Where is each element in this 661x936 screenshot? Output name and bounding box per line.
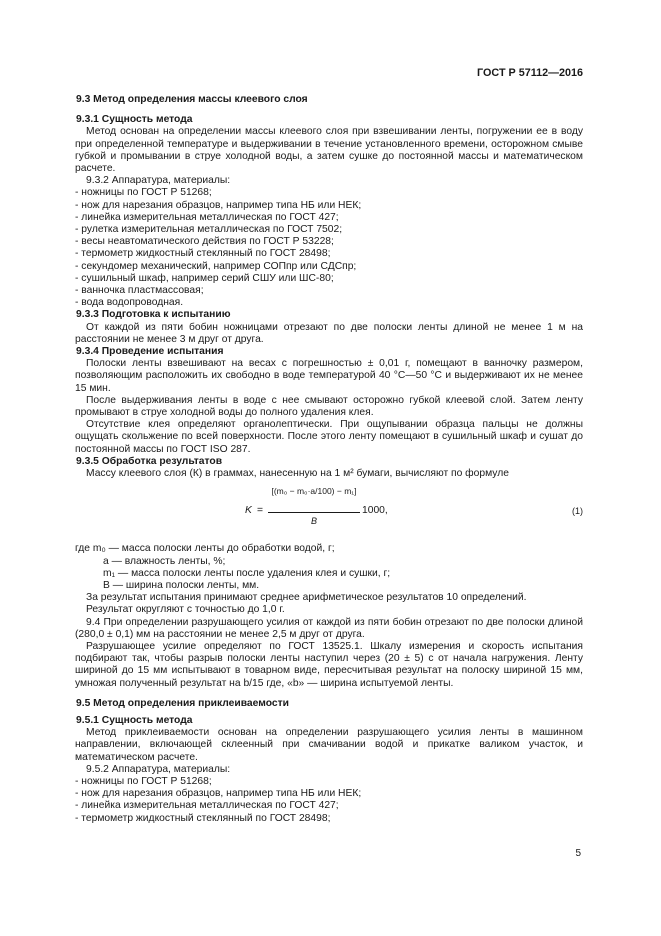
list-item: - линейка измерительная металлическая по ГОСТ 427; [75,211,339,223]
section-9-3-5-text: Массу клеевого слоя (К) в граммах, нанесенную на 1 м² бумаги, вычисляют по формуле [86,468,509,480]
where-line: B — ширина полоски ленты, мм. [103,579,260,591]
section-9-3-4-para-3: Отсутствие клея определяют органолептически. При ощупывании образца пальцы не должны ощущать скольжение по всей поверхности. После этого ленту помещают в сушильный шкаф и сушат до постоянной массы по ГОСТ ISO 287. [75,419,583,455]
section-9-4-para-1: 9.4 При определении разрушающего усилия от каждой из пяти бобин отрезают по две полоски длиной (280,0 ± 0,1) мм на расстоянии не менее 2,5 м друг от друга. [75,616,583,640]
list-item: - ванночка пластмассовая; [75,285,204,297]
list-item: - нож для нарезания образцов, например типа НБ или НЕК; [75,199,362,211]
section-9-5-2-intro: 9.5.2 Аппаратура, материалы: [86,763,231,775]
where-line: a — влажность ленты, %; [103,555,226,567]
section-9-3-5-title: 9.3.5 Обработка результатов [76,455,223,467]
formula-equals: = [257,505,264,517]
apparatus-list-9-3-2 [75,187,583,309]
formula-multiplier: 1000, [362,505,388,517]
section-9-5-1-text: Метод приклеиваемости основан на определении разрушающего усилия ленты в машинном направлении, включающей склеенный при смачивании водой и прикатке валиком участок, и математическом расчете. [75,727,583,763]
where-line: где m₀ — масса полоски ленты до обработки водой, г; [75,543,335,555]
section-9-4-para-2: Разрушающее усилие определяют по ГОСТ 13525.1. Шкалу измерения и скорость испытания подбирают так, чтобы разрыв полоски ленты наступил через (20 ± 5) с от начала нагружения. Ленту шириной до 15 мм испытывают в товарном виде, пересчитывая результат на полоску шириной 15 мм, умножая полученный результат на b/15 где, «b» — ширина испытуемой ленты. [75,640,583,689]
list-item: - сушильный шкаф, например серий СШУ или ШС-80; [75,272,334,284]
list-item: - ножницы по ГОСТ Р 51268; [75,775,212,787]
formula-number: (1) [572,506,583,517]
document-header: ГОСТ Р 57112—2016 [477,67,583,79]
section-9-3-4-title: 9.3.4 Проведение испытания [76,346,224,358]
section-9-3-3-text: От каждой из пяти бобин ножницами отрезают по две полоски ленты длиной не менее 1 м на расстоянии не менее 3 м друг от друга. [75,321,583,345]
apparatus-list-9-5-2 [75,776,583,825]
where-line: m₁ — масса полоски ленты после удаления клея и сушки, г; [103,567,391,579]
formula-numerator: [(m₀ − m₀·a/100) − m₁] [271,486,357,497]
formula-fraction [268,485,360,531]
where-definitions [75,543,583,592]
section-9-3-4-para-2: После выдерживания ленты в воде с нее смывают осторожно губкой клеевой слой. Затем ленту промывают в струе холодной воды до полного удаления клея. [75,394,583,419]
formula-denominator: B [310,516,317,527]
result-text-2: Результат округляют с точностью до 1,0 г. [86,604,285,616]
section-9-3-2-intro: 9.3.2 Аппаратура, материалы: [86,175,231,187]
list-item: - ножницы по ГОСТ Р 51268; [75,187,212,199]
section-9-3-3-title: 9.3.3 Подготовка к испытанию [76,309,231,321]
formula-1 [75,485,583,537]
list-item: - рулетка измерительная металлическая по ГОСТ 7502; [75,224,343,236]
result-text-1: За результат испытания принимают среднее арифметическое результатов 10 определений. [86,592,527,604]
list-item: - нож для нарезания образцов, например типа НБ или НЕК; [75,788,362,800]
list-item: - вода водопроводная. [75,297,184,309]
section-9-5-title: 9.5 Метод определения приклеиваемости [76,697,289,709]
formula-lhs: K [245,505,252,517]
list-item: - весы неавтоматического действия по ГОСТ Р 53228; [75,236,334,248]
list-item: - термометр жидкостный стеклянный по ГОСТ 28498; [75,248,331,260]
fraction-line [268,512,360,513]
section-9-3-1-title: 9.3.1 Сущность метода [76,114,193,126]
page-content [75,94,583,825]
section-9-3-4-para-1: Полоски ленты взвешивают на весах с погрешностью ± 0,01 г, помещают в ванночку размером, позволяющим расположить их свободно в воде температурой 40 °С—50 °С и выдерживают их не менее 15 мин. [75,358,583,394]
page-number: 5 [575,848,581,859]
list-item: - секундомер механический, например СОПпр или СДСпр; [75,260,357,272]
section-9-5-1-title: 9.5.1 Сущность метода [76,714,193,726]
list-item: - термометр жидкостный стеклянный по ГОСТ 28498; [75,812,331,824]
list-item: - линейка измерительная металлическая по ГОСТ 427; [75,800,339,812]
section-9-3-1-text: Метод основан на определении массы клеевого слоя при взвешивании ленты, погружении ее в воду при определенной температуре и выдерживании в течение установленного времени, осторожном смыве губкой и промывании в струе холодной воды, а затем сушке до постоянной массы и математическом расчете. [75,126,583,175]
section-9-3-title: 9.3 Метод определения массы клеевого слоя [76,94,308,105]
